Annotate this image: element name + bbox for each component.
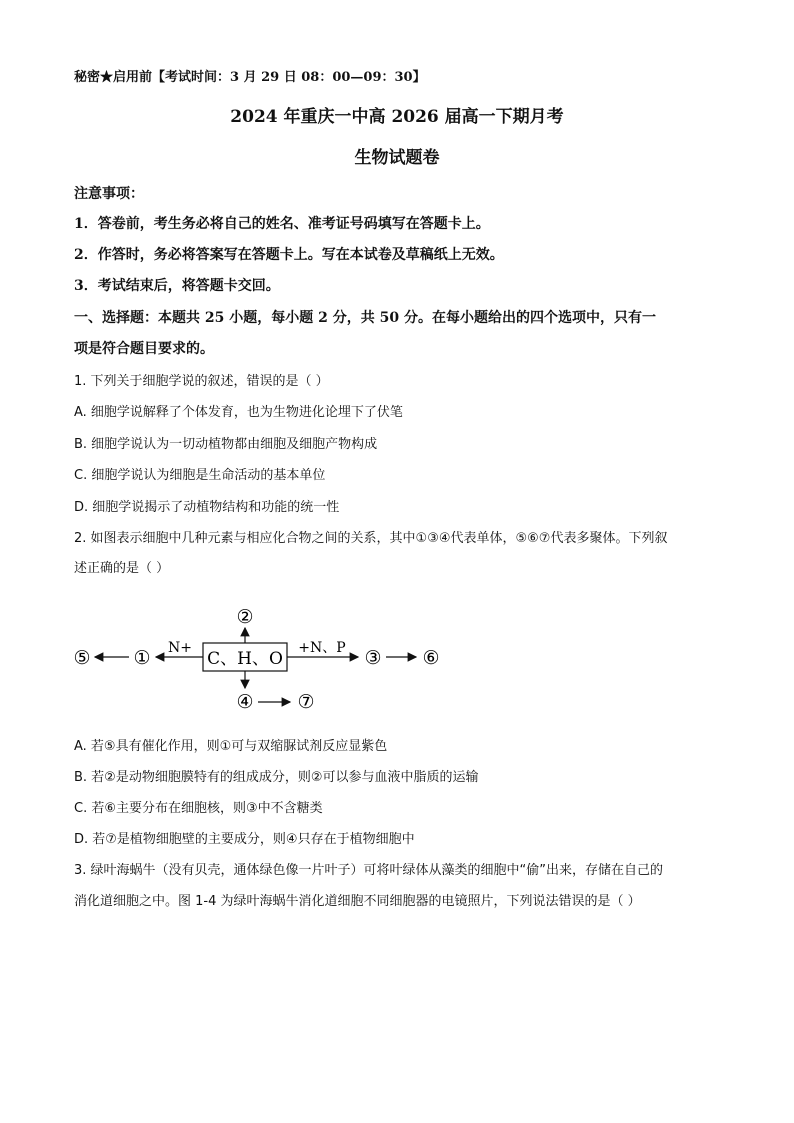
notice-item: 3．考试结束后，将答题卡交回。 (74, 278, 280, 294)
q2-option-a: A. 若⑤具有催化作用，则①可与双缩脲试剂反应显紫色 (74, 739, 388, 754)
q2-option-c: C. 若⑥主要分布在细胞核，则③中不含糖类 (74, 801, 323, 816)
exam-title: 2024 年重庆一中高 2026 届高一下期月考 (230, 107, 564, 127)
q2-option-d: D. 若⑦是植物细胞壁的主要成分，则④只存在于植物细胞中 (74, 832, 415, 847)
node-4: ④ (236, 691, 254, 713)
notice-item: 1．答卷前，考生务必将自己的姓名、准考证号码填写在答题卡上。 (74, 216, 490, 232)
node-2: ② (236, 606, 254, 628)
node-7: ⑦ (297, 691, 315, 713)
node-5: ⑤ (73, 647, 91, 669)
element-compound-diagram (60, 600, 460, 720)
q1-option-a: A. 细胞学说解释了个体发育，也为生物进化论埋下了伏笔 (74, 405, 403, 420)
exam-subtitle: 生物试题卷 (354, 148, 440, 168)
q1-option-c: C. 细胞学说认为细胞是生命活动的基本单位 (74, 468, 326, 483)
node-1: ① (133, 647, 151, 669)
right-label: +N、P (298, 640, 346, 656)
left-label: N+ (168, 640, 192, 656)
center-label: C、H、O (207, 649, 283, 669)
confidential-header: 秘密★启用前【考试时间：3 月 29 日 08：00—09：30】 (74, 70, 426, 85)
q1-option-b: B. 细胞学说认为一切动植物都由细胞及细胞产物构成 (74, 437, 378, 452)
q2-option-b: B. 若②是动物细胞膜特有的组成成分，则②可以参与血液中脂质的运输 (74, 770, 479, 785)
question-2-stem-cont: 述正确的是（ ） (74, 561, 170, 576)
question-2-stem: 2. 如图表示细胞中几种元素与相应化合物之间的关系，其中①③④代表单体，⑤⑥⑦代表多聚体。下列叙 (74, 531, 668, 546)
notice-heading: 注意事项： (74, 186, 144, 202)
question-3-stem: 3. 绿叶海蜗牛（没有贝壳，通体绿色像一片叶子）可将叶绿体从藻类的细胞中“偷”出来，存储在自己的 (74, 863, 664, 878)
section-instruction: 一、选择题：本题共 25 小题，每小题 2 分，共 50 分。在每小题给出的四个选项中，只有一 (74, 310, 656, 326)
notice-item: 2．作答时，务必将答案写在答题卡上。写在本试卷及草稿纸上无效。 (74, 247, 504, 263)
node-6: ⑥ (422, 647, 440, 669)
question-3-stem-cont: 消化道细胞之中。图 1-4 为绿叶海蜗牛消化道细胞不同细胞器的电镜照片，下列说法错误的是（ ） (74, 894, 641, 909)
question-1-stem: 1. 下列关于细胞学说的叙述，错误的是（ ） (74, 374, 329, 389)
node-3: ③ (364, 647, 382, 669)
section-instruction-cont: 项是符合题目要求的。 (74, 341, 214, 357)
q1-option-d: D. 细胞学说揭示了动植物结构和功能的统一性 (74, 500, 340, 515)
